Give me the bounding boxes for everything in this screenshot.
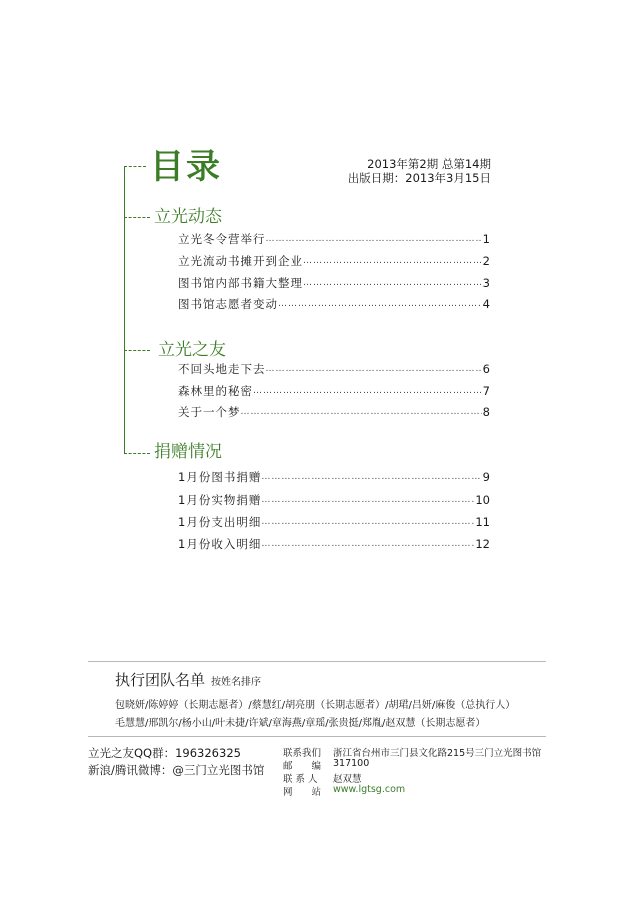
postcode-label: 邮 编 bbox=[283, 761, 322, 772]
toc-item[interactable] bbox=[178, 232, 490, 247]
tree-branch-title bbox=[124, 166, 146, 167]
toc-item-title: 1月份支出明细 bbox=[178, 515, 262, 529]
toc-item[interactable] bbox=[178, 297, 490, 312]
toc-leader-dots bbox=[253, 384, 482, 399]
toc-item[interactable] bbox=[178, 470, 490, 485]
toc-item[interactable] bbox=[178, 362, 490, 377]
toc-item-page: 3 bbox=[482, 276, 490, 290]
section-title-news: 立光动态 bbox=[154, 207, 222, 227]
issue-number: 2013年第2期 总第14期 bbox=[367, 157, 491, 171]
toc-leader-dots bbox=[261, 515, 474, 530]
team-sort-note: 按姓名排序 bbox=[211, 677, 262, 688]
toc-item-page: 12 bbox=[475, 537, 490, 551]
website-label: 网 站 bbox=[283, 787, 322, 798]
toc-item[interactable] bbox=[178, 254, 490, 269]
toc-item-title: 1月份实物捐赠 bbox=[178, 493, 262, 507]
publish-date: 出版日期：2013年3月15日 bbox=[347, 171, 491, 185]
toc-leader-dots bbox=[261, 493, 474, 508]
toc-leader-dots bbox=[261, 470, 481, 485]
toc-item-title: 不回头地走下去 bbox=[178, 362, 266, 376]
toc-item-title: 立光冬令营举行 bbox=[178, 232, 266, 246]
weibo-account: 新浪/腾讯微博：@三门立光图书馆 bbox=[88, 763, 265, 777]
toc-item[interactable] bbox=[178, 405, 490, 420]
toc-item[interactable] bbox=[178, 515, 490, 530]
toc-item-title: 1月份图书捐赠 bbox=[178, 470, 262, 484]
tree-branch-section-2 bbox=[124, 350, 150, 351]
page-title: 目录 bbox=[150, 147, 222, 187]
toc-leader-dots bbox=[241, 405, 482, 420]
toc-leader-dots bbox=[303, 276, 482, 291]
team-members-line-2: 毛慧慧/邢凯尔/杨小山/叶未捷/许斌/章海燕/章瑶/张贵挺/郑胤/赵双慧（长期志愿者） bbox=[115, 718, 486, 729]
toc-item-title: 关于一个梦 bbox=[178, 405, 241, 419]
toc-item-page: 9 bbox=[482, 470, 490, 484]
toc-item[interactable] bbox=[178, 537, 490, 552]
toc-tree-line bbox=[124, 166, 125, 454]
postcode-value: 317100 bbox=[333, 758, 370, 769]
toc-item-title: 图书馆内部书籍大整理 bbox=[178, 276, 303, 290]
toc-item-page: 10 bbox=[475, 493, 490, 507]
tree-branch-section-1 bbox=[124, 217, 150, 218]
toc-leader-dots bbox=[303, 254, 482, 269]
toc-leader-dots bbox=[278, 297, 482, 312]
section-title-donations: 捐赠情况 bbox=[154, 442, 222, 462]
toc-leader-dots bbox=[266, 232, 482, 247]
qq-group: 立光之友QQ群：196326325 bbox=[88, 746, 241, 760]
toc-item-page: 6 bbox=[482, 362, 490, 376]
divider bbox=[88, 661, 546, 662]
address-value: 浙江省台州市三门县文化路215号三门立光图书馆 bbox=[333, 748, 542, 759]
toc-item-page: 2 bbox=[482, 254, 490, 268]
contact-person-value: 赵双慧 bbox=[333, 774, 362, 785]
toc-item[interactable] bbox=[178, 493, 490, 508]
section-title-friends: 立光之友 bbox=[158, 340, 226, 360]
team-title-text: 执行团队名单 bbox=[115, 671, 206, 689]
toc-leader-dots bbox=[261, 537, 474, 552]
tree-branch-section-3 bbox=[124, 453, 150, 454]
toc-item-page: 4 bbox=[482, 297, 490, 311]
toc-item-page: 7 bbox=[482, 384, 490, 398]
toc-item-title: 1月份收入明细 bbox=[178, 537, 262, 551]
team-title bbox=[115, 669, 261, 690]
toc-item-title: 图书馆志愿者变动 bbox=[178, 297, 278, 311]
address-label: 联系我们 bbox=[283, 748, 322, 759]
toc-item-title: 立光流动书摊开到企业 bbox=[178, 254, 303, 268]
toc-item-page: 8 bbox=[482, 405, 490, 419]
team-members-line-1: 包晓妍/陈婷婷（长期志愿者）/蔡慧红/胡亮朋（长期志愿者）/胡珺/吕妍/麻俊（总执行人） bbox=[115, 700, 516, 711]
toc-leader-dots bbox=[266, 362, 482, 377]
toc-item-page: 11 bbox=[475, 515, 490, 529]
toc-item-title: 森林里的秘密 bbox=[178, 384, 253, 398]
toc-item-page: 1 bbox=[482, 232, 490, 246]
toc-item[interactable] bbox=[178, 384, 490, 399]
toc-item[interactable] bbox=[178, 276, 490, 291]
divider bbox=[88, 736, 546, 737]
contact-person-label: 联 系 人 bbox=[283, 774, 318, 785]
website-link[interactable]: www.lgtsg.com bbox=[333, 784, 406, 795]
